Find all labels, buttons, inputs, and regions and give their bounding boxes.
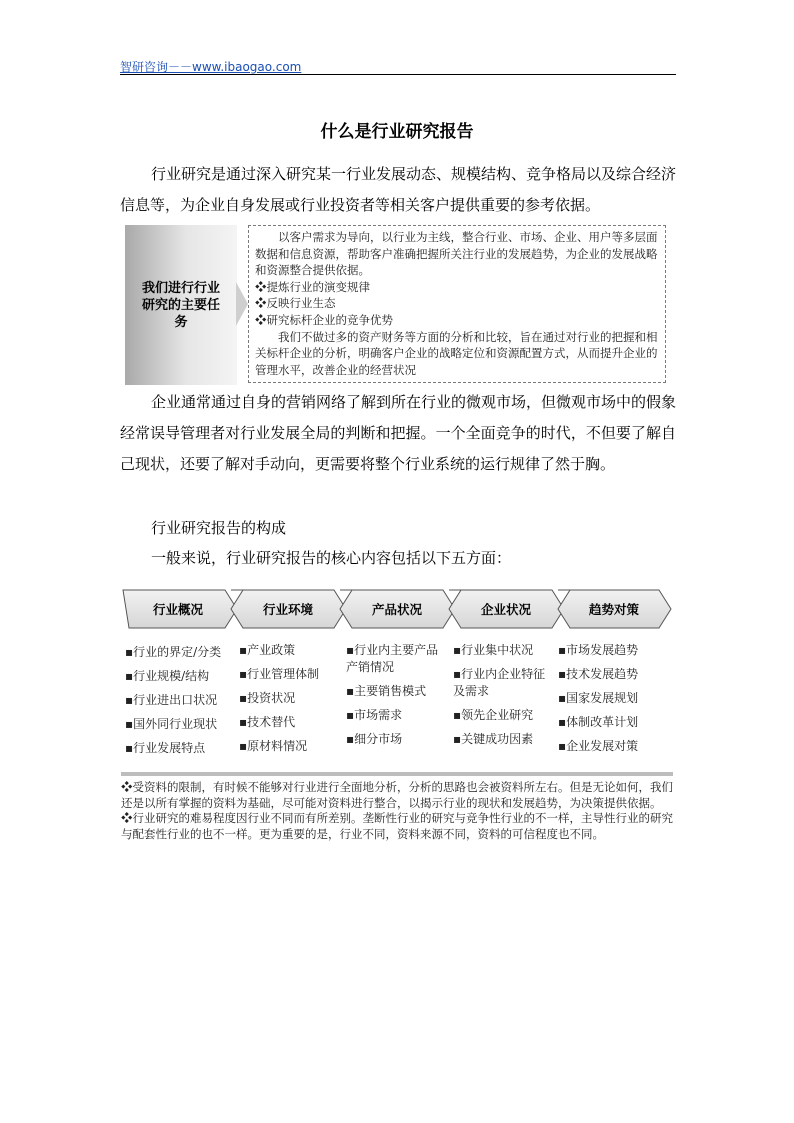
- divider: [121, 772, 673, 776]
- right-arrow-icon: [236, 282, 248, 326]
- list-item: ▪市场需求: [346, 708, 403, 722]
- column-products: [346, 642, 444, 755]
- report-contents-figure: [121, 586, 673, 876]
- list-item: ▪行业规模/结构: [125, 669, 210, 683]
- list-item: ▪技术替代: [239, 715, 296, 729]
- column-trends: [558, 642, 670, 762]
- intro-paragraph: 行业研究是通过深入研究某一行业发展动态、规模结构、竞争格局以及综合经济信息等，为企业自身发展或行业投资者等相关客户提供重要的参考依据。: [120, 165, 677, 214]
- task-bullet: ❖提炼行业的演变规律: [255, 279, 370, 294]
- site-link[interactable]: 智研咨询－－www.ibaogao.com: [120, 60, 302, 74]
- list-item: ▪行业内企业特征及需求: [453, 667, 546, 698]
- column-heading: 行业概况: [152, 602, 203, 617]
- list-item: ▪体制改革计划: [558, 715, 639, 729]
- list-item: ▪投资状况: [239, 691, 296, 705]
- list-item: ▪行业管理体制: [239, 667, 320, 681]
- list-item: ▪国外同行业现状: [125, 717, 218, 731]
- column-heading: 趋势对策: [588, 602, 639, 617]
- column-heading: 企业状况: [480, 602, 531, 617]
- list-item: ▪国家发展规划: [558, 691, 639, 705]
- column-heading: 行业环境: [262, 602, 313, 617]
- market-paragraph: 企业通常通过自身的营销网络了解到所在行业的微观市场，但微观市场中的假象经常误导管理者对行业发展全局的判断和把握。一个全面竞争的时代，不但要了解自己现状，还要了解对手动向，更需要将整个行业系统的运行规律了然于胸。: [120, 393, 677, 473]
- report-structure-intro: 一般来说，行业研究报告的核心内容包括以下五方面：: [151, 549, 512, 567]
- list-item: ▪产业政策: [239, 643, 296, 657]
- column-environment: [239, 642, 339, 762]
- chevron-row: [121, 586, 673, 632]
- list-item: ▪领先企业研究: [453, 708, 534, 722]
- task-bullet: ❖反映行业生态: [255, 296, 336, 311]
- list-item: ▪主要销售模式: [346, 684, 427, 698]
- tasks-intro: 以客户需求为导向，以行业为主线，整合行业、市场、企业、用户等多层面数据和信息资源，帮助客户准确把握所关注行业的发展趋势，为企业的发展战略和资源整合提供依据。: [255, 230, 658, 278]
- page-title: 什么是行业研究报告: [320, 122, 474, 142]
- list-item: ▪市场发展趋势: [558, 643, 639, 657]
- list-item: ▪关键成功因素: [453, 732, 534, 746]
- column-heading: 产品状况: [371, 602, 422, 617]
- list-item: ▪行业集中状况: [453, 643, 534, 657]
- tasks-description-box: [248, 225, 666, 383]
- list-item: ▪原材料情况: [239, 739, 308, 753]
- page-header: [120, 58, 676, 75]
- list-item: ▪企业发展对策: [558, 739, 639, 753]
- list-item: ▪行业的界定/分类: [125, 645, 222, 659]
- note: ❖行业研究的难易程度因行业不同而有所差别。垄断性行业的研究与竞争性行业的不一样，主导性行业的研究与配套性行业的也不一样。更为重要的是，行业不同，资料来源不同，资料的可信程度也不同。: [121, 811, 673, 841]
- tasks-label: 我们进行行业研究的主要任务: [142, 280, 221, 330]
- tasks-label-panel: [125, 225, 237, 385]
- column-companies: [453, 642, 549, 755]
- list-item: ▪细分市场: [346, 732, 403, 746]
- task-bullet: ❖研究标杆企业的竞争优势: [255, 312, 393, 327]
- list-item: ▪行业发展特点: [125, 741, 206, 755]
- list-item: ▪行业进出口状况: [125, 693, 218, 707]
- tasks-closing: 我们不做过多的资产财务等方面的分析和比较，旨在通过对行业的把握和相关标杆企业的分析，明确客户企业的战略定位和资源配置方式，从而提升企业的管理水平，改善企业的经营状况: [255, 329, 658, 377]
- list-item: ▪行业内主要产品产销情况: [346, 643, 439, 674]
- list-item: ▪技术发展趋势: [558, 667, 639, 681]
- figure-notes: [121, 780, 673, 842]
- note: ❖受资料的限制，有时候不能够对行业进行全面地分析，分析的思路也会被资料所左右。但是无论如何，我们还是以所有掌握的资料为基础，尽可能对资料进行整合，以揭示行业的现状和发展趋势，为决策提供依据。: [121, 780, 673, 810]
- column-overview: [125, 644, 235, 764]
- report-structure-heading: 行业研究报告的构成: [151, 519, 287, 537]
